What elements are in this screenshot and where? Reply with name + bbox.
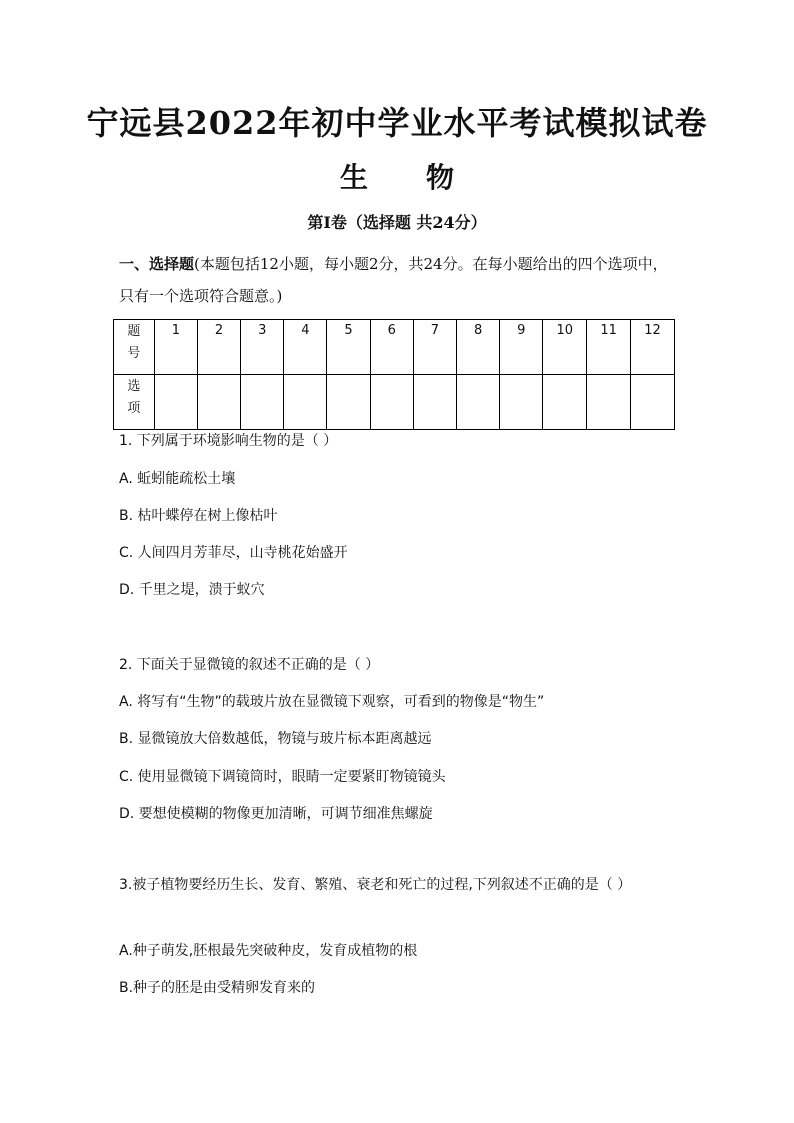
question-number-cell: 8 <box>457 320 500 375</box>
answer-cell[interactable] <box>327 375 370 430</box>
subject-heading <box>0 156 794 196</box>
subject-char-2: 物 <box>426 161 455 194</box>
answer-cell[interactable] <box>284 375 327 430</box>
answer-cell[interactable] <box>370 375 413 430</box>
instructions-text: (本题包括12小题，每小题2分，共24分。在每小题给出的四个选项中，只有一个选项符合题意。) <box>119 255 668 305</box>
answer-cell[interactable] <box>154 375 197 430</box>
answer-table-choice-row <box>114 375 675 430</box>
answer-cell[interactable] <box>631 375 675 430</box>
question-2-option-b: B. 显微镜放大倍数越低，物镜与玻片标本距离越远 <box>119 731 432 747</box>
question-1-option-b: B. 枯叶蝶停在树上像枯叶 <box>119 508 278 524</box>
question-number-cell: 1 <box>154 320 197 375</box>
answer-cell[interactable] <box>241 375 284 430</box>
subject-char-1: 生 <box>339 161 368 194</box>
instructions-lead: 一、选择题 <box>119 255 195 273</box>
answer-cell[interactable] <box>587 375 631 430</box>
question-2-option-d: D. 要想使模糊的物像更加清晰，可调节细准焦螺旋 <box>119 806 433 822</box>
question-number-cell: 2 <box>197 320 240 375</box>
question-1-option-c: C. 人间四月芳菲尽，山寺桃花始盛开 <box>119 545 348 561</box>
question-2-stem: 2. 下面关于显微镜的叙述不正确的是（ ） <box>119 657 380 673</box>
question-number-cell: 10 <box>543 320 587 375</box>
question-3-option-a: A.种子萌发,胚根最先突破种皮，发育成植物的根 <box>119 943 418 959</box>
question-number-cell: 5 <box>327 320 370 375</box>
question-number-cell: 9 <box>500 320 543 375</box>
answer-table-row-header: 选 项 <box>114 375 155 430</box>
question-3-stem: 3.被子植物要经历生长、发育、繁殖、衰老和死亡的过程,下列叙述不正确的是（ ） <box>119 877 632 893</box>
question-number-cell: 6 <box>370 320 413 375</box>
question-number-cell: 7 <box>413 320 456 375</box>
answer-cell[interactable] <box>543 375 587 430</box>
answer-table-number-row <box>114 320 675 375</box>
question-number-cell: 3 <box>241 320 284 375</box>
exam-title: 宁远县2022年初中学业水平考试模拟试卷 <box>86 104 708 142</box>
answer-cell[interactable] <box>500 375 543 430</box>
question-number-cell: 12 <box>631 320 675 375</box>
answer-cell[interactable] <box>197 375 240 430</box>
question-1-option-a: A. 蚯蚓能疏松土壤 <box>119 471 236 487</box>
answer-table <box>113 319 675 430</box>
answer-table-row-header: 题 号 <box>114 320 155 375</box>
instructions <box>119 248 679 312</box>
question-number-cell: 11 <box>587 320 631 375</box>
answer-cell[interactable] <box>457 375 500 430</box>
section-heading: 第Ⅰ卷（选择题 共24分） <box>307 213 487 232</box>
question-number-cell: 4 <box>284 320 327 375</box>
question-2-option-a: A. 将写有“生物”的载玻片放在显微镜下观察，可看到的物像是“物生” <box>119 694 545 710</box>
question-1-stem: 1. 下列属于环境影响生物的是（ ） <box>119 433 338 449</box>
answer-cell[interactable] <box>413 375 456 430</box>
question-2-option-c: C. 使用显微镜下调镜筒时，眼睛一定要紧盯物镜镜头 <box>119 769 446 785</box>
question-1-option-d: D. 千里之堤，溃于蚁穴 <box>119 582 265 598</box>
question-3-option-b: B.种子的胚是由受精卵发育来的 <box>119 980 316 996</box>
